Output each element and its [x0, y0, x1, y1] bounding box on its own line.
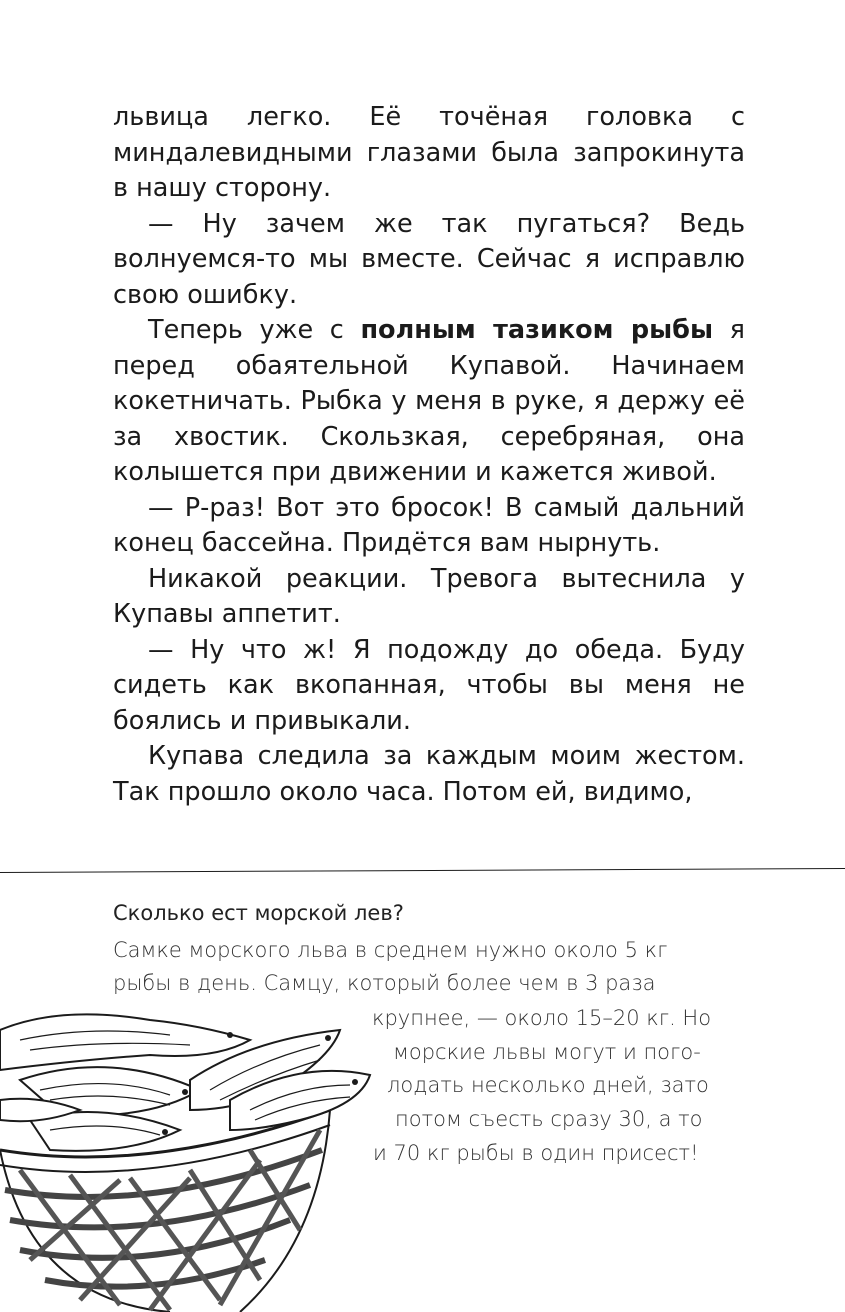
paragraph-6: — Ну что ж! Я подожду до обеда. Буду сидеть как вкопанная, чтобы вы меня не боялись и привыкали. [113, 634, 745, 736]
sidebar-line-7: и 70 кг рыбы в один присест! [373, 1141, 699, 1165]
sidebar-line-6: потом съесть сразу 30, а то [395, 1107, 703, 1131]
sidebar-line-3: крупнее, — около 15–20 кг. Но [372, 1006, 712, 1030]
paragraph-3 [113, 313, 745, 491]
main-text [113, 100, 745, 810]
paragraph-4: — Р-раз! Вот это бросок! В самый дальний конец бассейна. Придётся вам нырнуть. [113, 492, 745, 558]
sidebar-line-2: рыбы в день. Самцу, который более чем в 3 раза [113, 971, 656, 995]
section-divider [0, 868, 845, 873]
paragraph-3-start: Теперь уже с [148, 315, 361, 345]
paragraph-2: — Ну зачем же так пугаться? Ведь волнуемся-то мы вместе. Сейчас я исправлю свою ошибку. [113, 208, 745, 310]
sidebar-line-4: морские львы могут и пого- [393, 1040, 701, 1064]
bold-phrase: полным тазиком рыбы [360, 315, 714, 345]
sidebar-line-5: лодать несколько дней, зато [387, 1073, 709, 1097]
paragraph-1: львица легко. Её точёная головка с миндалевидными глазами была запрокинута в нашу сторону. [113, 102, 745, 203]
paragraph-7: Купава следила за каждым моим жестом. Так прошло около часа. Потом ей, видимо, [113, 741, 745, 807]
sidebar-line-1: Самке морского льва в среднем нужно около 5 кг [113, 938, 668, 962]
paragraph-5: Никакой реакции. Тревога вытеснила у Купавы аппетит. [113, 563, 745, 629]
paragraph-3-end: я перед обаятельной Купавой. Начинаем кокетничать. Рыбка у меня в руке, я держу её за хвостик. Скользкая, серебряная, она колышется при движении и кажется живой. [113, 315, 745, 487]
sidebar-title: Сколько ест морской лев? [113, 901, 404, 925]
fish-basket-illustration [0, 1000, 380, 1312]
